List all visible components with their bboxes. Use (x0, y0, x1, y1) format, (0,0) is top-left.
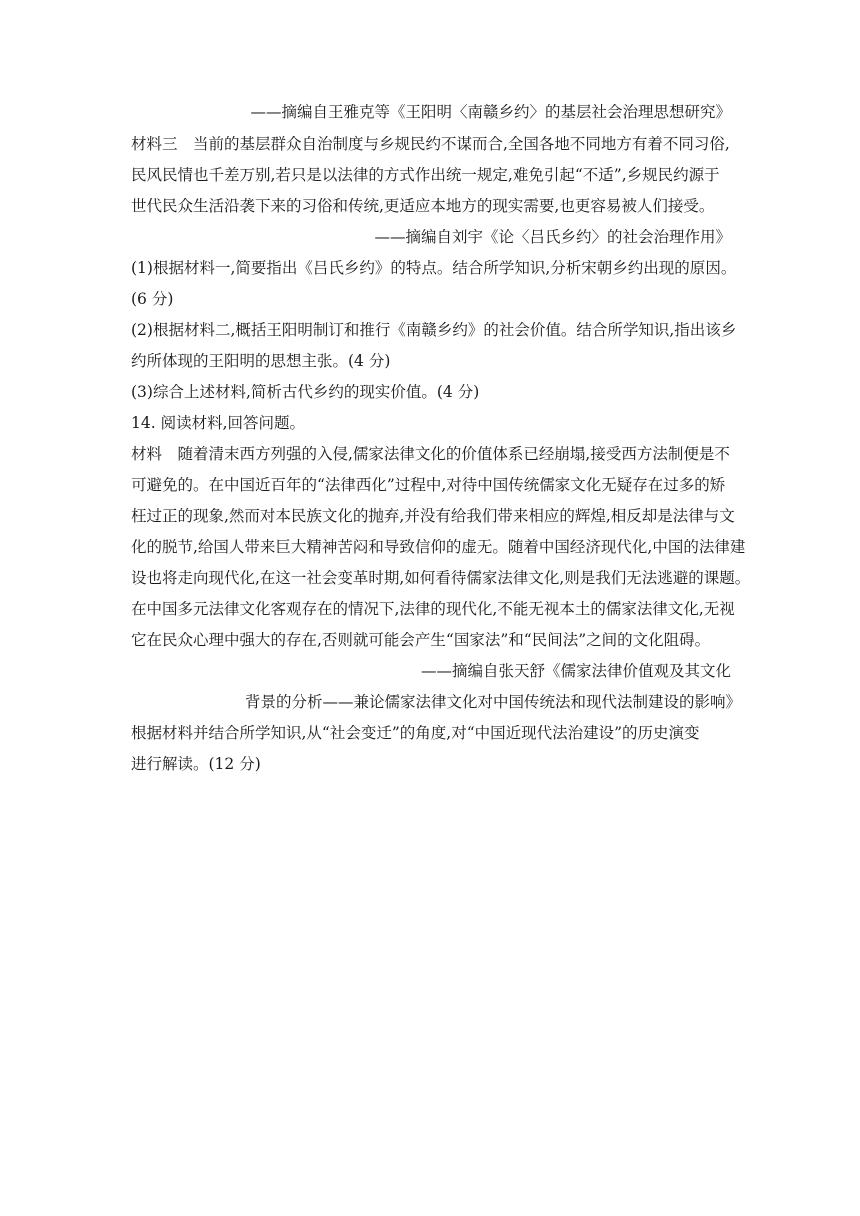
material-3-line-1: 材料三 当前的基层群众自治制度与乡规民约不谋而合,全国各地不同地方有着不同习俗, (131, 135, 730, 153)
material-14-line-5: 设也将走向现代化,在这一社会变革时期,如何看待儒家法律文化,则是我们无法逃避的课题。 (131, 569, 751, 587)
citation-14-line-1: ——摘编自张天舒《儒家法律价值观及其文化 (420, 662, 731, 680)
material-14-line-4: 化的脱节,给国人带来巨大精神苦闷和导致信仰的虚无。随着中国经济现代化,中国的法律建 (131, 538, 746, 556)
material-14-line-1: 材料 随着清末西方列强的入侵,儒家法律文化的价值体系已经崩塌,接受西方法制便是不 (131, 445, 730, 463)
question-3: (3)综合上述材料,简析古代乡约的现实价值。(4 分) (131, 383, 480, 401)
question-2-line-2: 约所体现的王阳明的思想主张。(4 分) (131, 352, 391, 370)
material-3-line-3: 世代民众生活沿袭下来的习俗和传统,更适应本地方的现实需要,也更容易被人们接受。 (131, 197, 715, 215)
material-14-line-3: 枉过正的现象,然而对本民族文化的抛弃,并没有给我们带来相应的辉煌,相反却是法律与文 (131, 507, 735, 525)
material-14-line-6: 在中国多元法律文化客观存在的情况下,法律的现代化,不能无视本土的儒家法律文化,无视 (131, 600, 735, 618)
question-14-prompt-line-2: 进行解读。(12 分) (131, 755, 261, 773)
material-14-line-7: 它在民众心理中强大的存在,否则就可能会产生“国家法”和“民间法”之间的文化阻碍。 (131, 631, 711, 649)
material-14-line-2: 可避免的。在中国近百年的“法律西化”过程中,对待中国传统儒家文化无疑存在过多的矫 (131, 476, 726, 494)
question-14-prompt-line-1: 根据材料并结合所学知识,从“社会变迁”的角度,对“中国近现代法治建设”的历史演变 (131, 724, 700, 742)
citation-material-2: ——摘编自王雅克等《王阳明〈南赣乡约〉的基层社会治理思想研究》 (250, 103, 731, 121)
citation-material-3: ——摘编自刘宇《论〈吕氏乡约〉的社会治理作用》 (374, 228, 731, 246)
question-2-line-1: (2)根据材料二,概括王阳明制订和推行《南赣乡约》的社会价值。结合所学知识,指出该乡 (131, 321, 737, 339)
question-1-line-1: (1)根据材料一,简要指出《吕氏乡约》的特点。结合所学知识,分析宋朝乡约出现的原因。 (131, 259, 737, 277)
question-1-score: (6 分) (131, 290, 174, 308)
question-14-heading: 14. 阅读材料,回答问题。 (131, 414, 306, 432)
citation-14-line-2: 背景的分析——兼论儒家法律文化对中国传统法和现代法制建设的影响》 (245, 693, 742, 711)
material-3-line-2: 民风民情也千差万别,若只是以法律的方式作出统一规定,难免引起“不适”,乡规民约源于 (131, 166, 720, 184)
